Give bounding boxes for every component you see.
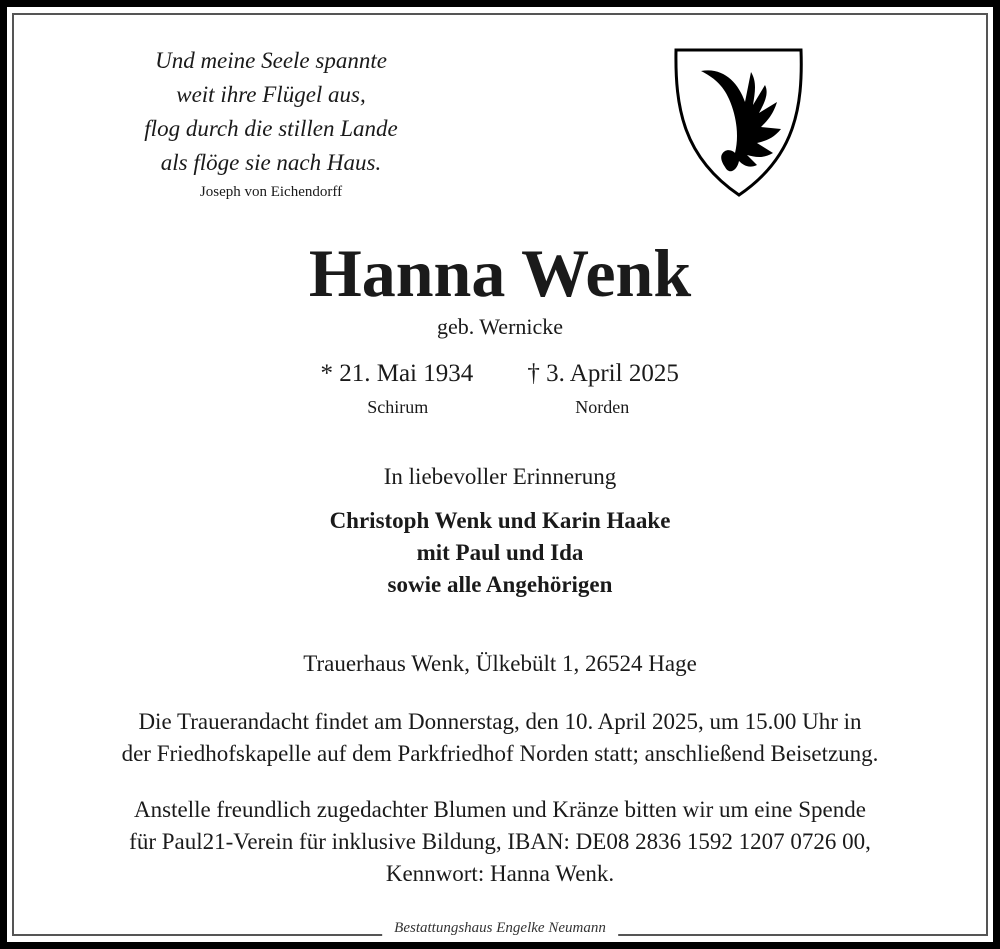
- poem: [90, 44, 452, 204]
- poem-line: Und meine Seele spannte: [155, 48, 387, 73]
- death-date: † 3. April 2025: [527, 360, 679, 387]
- donation-line: Anstelle freundlich zugedachter Blumen und Kränze bitten wir um eine Spende: [134, 797, 866, 822]
- places: [0, 397, 1000, 418]
- dates: [0, 360, 1000, 388]
- donation-line: für Paul21-Verein für inklusive Bildung, IBAN: DE08 2836 1592 1207 0726 00,: [129, 829, 871, 854]
- family-line: Christoph Wenk und Karin Haake: [329, 508, 671, 533]
- birth-name: geb. Wernicke: [436, 314, 564, 339]
- birth-place: Schirum: [367, 397, 429, 417]
- poem-line: flog durch die stillen Lande: [144, 116, 398, 141]
- coat-of-arms-antler-icon: [673, 47, 805, 199]
- poem-line: als flöge sie nach Haus.: [160, 150, 382, 175]
- family-list: [0, 505, 1000, 601]
- poem-line: weit ihre Flügel aus,: [176, 82, 366, 107]
- service-info: [0, 706, 1000, 770]
- mourning-address: Trauerhaus Wenk, Ülkebült 1, 26524 Hage: [303, 651, 697, 676]
- family-line: sowie alle Angehörigen: [387, 572, 613, 597]
- donation-line: Kennwort: Hanna Wenk.: [385, 861, 615, 886]
- funeral-home-footer: Bestattungshaus Engelke Neumann: [382, 920, 618, 937]
- service-line: der Friedhofskapelle auf dem Parkfriedhof Norden statt; anschließend Beisetzung.: [121, 741, 879, 766]
- death-place: Norden: [575, 397, 630, 417]
- service-line: Die Trauerandacht findet am Donnerstag, den 10. April 2025, um 15.00 Uhr in: [138, 709, 862, 734]
- donation-info: [0, 794, 1000, 890]
- poem-author: Joseph von Eichendorff: [199, 184, 343, 200]
- birth-date: * 21. Mai 1934: [320, 360, 474, 387]
- deceased-name: Hanna Wenk: [308, 235, 692, 311]
- memorial-text: In liebevoller Erinnerung: [383, 464, 617, 489]
- family-line: mit Paul und Ida: [416, 540, 584, 565]
